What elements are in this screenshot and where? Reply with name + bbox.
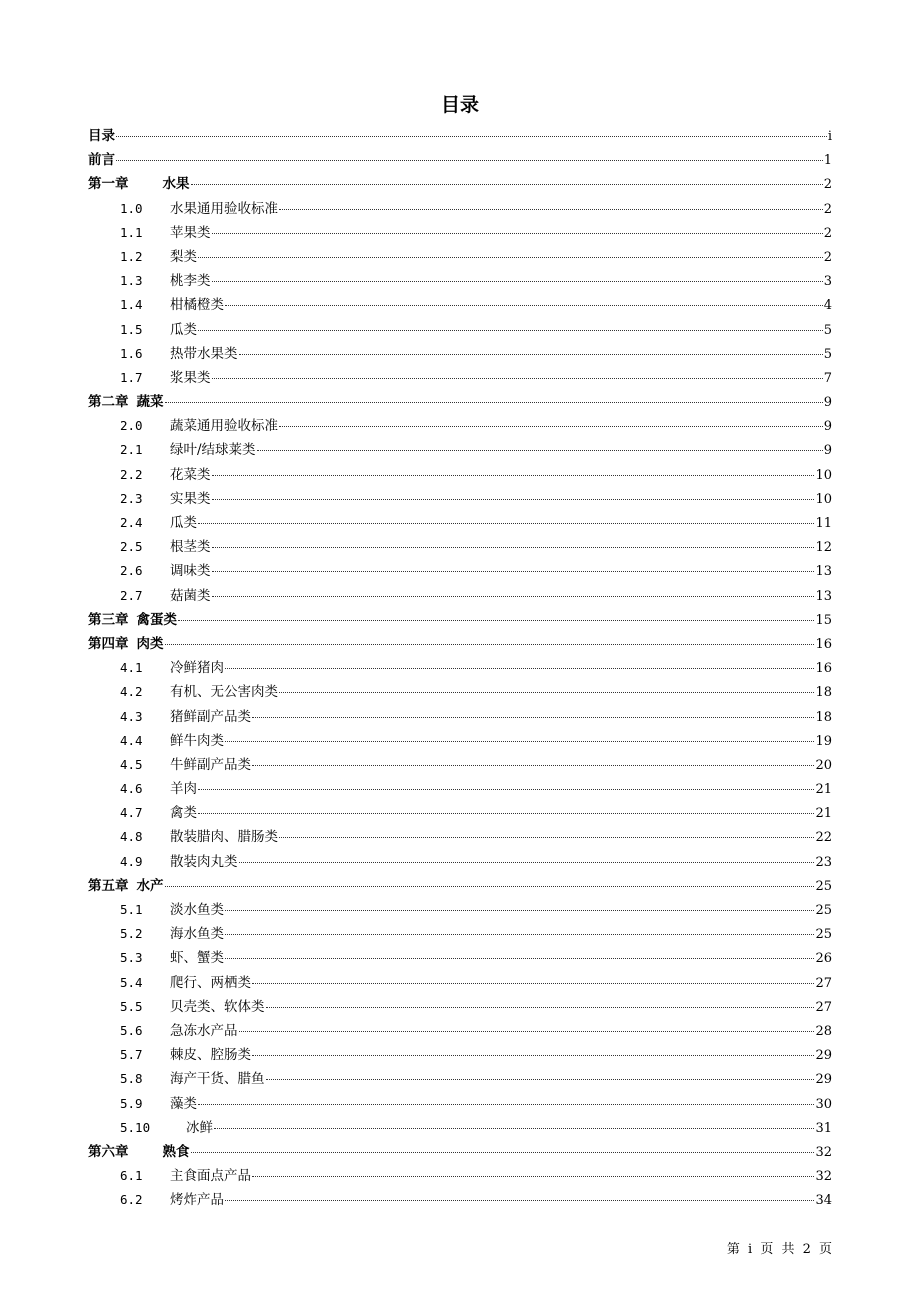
toc-entry-number: 5.3: [120, 950, 143, 966]
toc-entry[interactable]: [88, 438, 832, 462]
toc-entry[interactable]: [88, 1019, 832, 1043]
toc-entry-page: 16: [815, 661, 832, 677]
toc-entry-title: 急冻水产品: [170, 1022, 238, 1039]
toc-entry[interactable]: [88, 197, 832, 221]
toc-entry[interactable]: [88, 172, 832, 196]
toc-entry-page: 26: [815, 951, 832, 967]
toc-entry-number: 1.0: [120, 200, 143, 216]
toc-entry-title: 虾、蟹类: [170, 950, 224, 967]
toc-entry-title: 瓜类: [170, 321, 197, 338]
toc-entry-title: 花菜类: [170, 466, 211, 483]
toc-dot-leader: [116, 160, 823, 161]
toc-dot-leader: [198, 813, 814, 814]
toc-entry-number: 6.1: [120, 1168, 143, 1184]
toc-entry-title: 藻类: [170, 1095, 197, 1112]
toc-entry[interactable]: [88, 995, 832, 1019]
toc-entry-page: 4: [823, 298, 832, 314]
toc-entry-page: 20: [815, 757, 832, 773]
toc-entry[interactable]: [88, 318, 832, 342]
toc-dot-leader: [252, 1055, 814, 1056]
toc-entry-title: 目录: [88, 128, 115, 144]
toc-entry-page: 21: [815, 782, 832, 798]
toc-entry-number: 第一章: [88, 176, 129, 193]
toc-entry[interactable]: [88, 1188, 832, 1212]
toc-entry-page: 22: [815, 830, 832, 846]
toc-dot-leader: [212, 233, 823, 234]
toc-entry-number: 2.3: [120, 490, 143, 506]
toc-entry-page: 23: [815, 854, 832, 870]
toc-entry-title: 散装腊肉、腊肠类: [170, 829, 278, 846]
toc-entry-page: i: [827, 129, 832, 144]
toc-dot-leader: [279, 837, 814, 838]
toc-entry[interactable]: [88, 1164, 832, 1188]
toc-entry-title: 冰鲜: [186, 1119, 213, 1136]
toc-entry-title: 鲜牛肉类: [170, 732, 224, 749]
toc-dot-leader: [212, 499, 815, 500]
toc-entry-number: 5.5: [120, 998, 143, 1014]
toc-dot-leader: [225, 934, 814, 935]
toc-entry-number: 2.4: [120, 515, 143, 530]
toc-entry-number: 4.8: [120, 829, 143, 845]
toc-entry-page: 16: [815, 636, 832, 652]
toc-entry-number: 1.1: [120, 224, 143, 240]
toc-entry-number: 4.5: [120, 756, 143, 772]
toc-dot-leader: [165, 402, 823, 403]
toc-dot-leader: [212, 475, 815, 476]
toc-entry[interactable]: [88, 825, 832, 849]
toc-entry-number: 1.2: [120, 248, 143, 264]
toc-entry[interactable]: [88, 414, 832, 438]
toc-entry-title: 棘皮、腔肠类: [170, 1047, 251, 1064]
toc-entry-page: 29: [815, 1072, 832, 1088]
toc-entry-page: 2: [823, 225, 832, 241]
toc-entry-page: 32: [815, 1169, 832, 1185]
toc-entry[interactable]: [88, 1092, 832, 1116]
toc-entry-page: 25: [815, 878, 832, 894]
toc-dot-leader: [225, 741, 814, 742]
toc-entry-number: 5.10: [120, 1119, 151, 1135]
toc-entry-number: 第四章: [88, 635, 129, 652]
toc-entry-page: 13: [815, 588, 832, 604]
toc-entry-number: 6.2: [120, 1192, 143, 1208]
toc-entry-title: 猪鲜副产品类: [170, 708, 251, 725]
toc-dot-leader: [279, 209, 823, 210]
toc-entry-title: 肉类: [136, 635, 164, 652]
toc-entry[interactable]: [88, 293, 832, 317]
toc-entry[interactable]: [88, 680, 832, 704]
toc-entry-number: 5.2: [120, 926, 143, 942]
toc-entry[interactable]: [88, 487, 832, 511]
toc-entry-number: 第三章: [88, 611, 129, 628]
toc-dot-leader: [212, 281, 823, 282]
toc-dot-leader: [198, 257, 823, 258]
toc-entry[interactable]: [88, 1067, 832, 1091]
toc-entry-title: 主食面点产品: [170, 1168, 251, 1185]
toc-entry-number: 4.6: [120, 781, 143, 797]
toc-entry-title: 绿叶/结球莱类: [170, 442, 256, 459]
toc-entry-title: 瓜类: [170, 515, 197, 531]
toc-dot-leader: [252, 765, 814, 766]
toc-dot-leader: [214, 1128, 814, 1129]
toc-entry-page: 30: [815, 1096, 832, 1112]
toc-entry[interactable]: [88, 705, 832, 729]
toc-dot-leader: [198, 523, 814, 524]
toc-entry-page: 18: [815, 709, 832, 725]
toc-entry[interactable]: [88, 801, 832, 825]
toc-dot-leader: [165, 886, 815, 887]
toc-dot-leader: [198, 330, 823, 331]
toc-dot-leader: [212, 547, 815, 548]
toc-entry-title: 柑橘橙类: [170, 297, 224, 314]
toc-entry-title: 爬行、两栖类: [170, 974, 251, 991]
toc-entry-page: 18: [815, 685, 832, 701]
toc-entry-title: 浆果类: [170, 369, 211, 386]
toc-entry-title: 牛鲜副产品类: [170, 756, 251, 773]
toc-entry-page: 9: [823, 443, 832, 459]
toc-dot-leader: [212, 596, 815, 597]
toc-entry[interactable]: [88, 898, 832, 922]
toc-dot-leader: [225, 305, 823, 306]
toc-entry[interactable]: [88, 245, 832, 269]
toc-entry-page: 32: [815, 1144, 832, 1160]
toc-entry[interactable]: [88, 753, 832, 777]
toc-entry[interactable]: [88, 559, 832, 583]
toc-dot-leader: [266, 1079, 815, 1080]
toc-dot-leader: [279, 692, 814, 693]
toc-entry-number: 1.6: [120, 345, 143, 361]
toc-entry-number: 1.3: [120, 273, 143, 289]
toc-entry-title: 苹果类: [170, 224, 211, 241]
toc-entry[interactable]: [88, 777, 832, 801]
toc-entry-page: 19: [815, 733, 832, 749]
toc-dot-leader: [279, 426, 823, 427]
toc-entry-title: 海水鱼类: [170, 926, 224, 943]
toc-entry[interactable]: [88, 922, 832, 946]
toc-entry-number: 4.7: [120, 805, 143, 821]
toc-entry-number: 5.6: [120, 1022, 143, 1038]
toc-entry-title: 禽类: [170, 805, 197, 822]
toc-entry-number: 5.7: [120, 1047, 143, 1063]
toc-entry-page: 15: [815, 612, 832, 628]
toc-entry-number: 第二章: [88, 394, 129, 411]
toc-entry[interactable]: [88, 1116, 832, 1140]
toc-entry-number: 4.9: [120, 853, 143, 869]
toc-entry[interactable]: [88, 1140, 832, 1164]
toc-entry-page: 10: [815, 491, 832, 507]
toc-entry-title: 热带水果类: [170, 345, 238, 362]
toc-dot-leader: [252, 1176, 814, 1177]
toc-dot-leader: [116, 136, 827, 137]
toc-dot-leader: [257, 450, 823, 451]
toc-entry-number: 4.4: [120, 732, 143, 748]
toc-dot-leader: [239, 354, 823, 355]
toc-entry-number: 2.2: [120, 466, 143, 482]
page-footer: 第 i 页 共 2 页: [726, 1242, 832, 1257]
toc-entry-title: 贝壳类、软体类: [170, 998, 265, 1015]
toc-entry[interactable]: [88, 608, 832, 632]
toc-entry-number: 2.7: [120, 587, 143, 603]
toc-entry-title: 根茎类: [170, 539, 211, 556]
toc-entry-number: 1.7: [120, 369, 143, 385]
toc-dot-leader: [225, 1200, 814, 1201]
toc-entry-page: 7: [823, 370, 832, 386]
table-of-contents: [88, 124, 832, 1212]
toc-dot-leader: [198, 1104, 814, 1105]
toc-entry-title: 散装肉丸类: [170, 853, 238, 870]
toc-entry-number: 2.5: [120, 539, 143, 555]
toc-entry-page: 3: [823, 274, 832, 290]
toc-entry-title: 调味类: [170, 563, 211, 580]
toc-entry-page: 21: [815, 806, 832, 822]
toc-dot-leader: [212, 571, 815, 572]
toc-entry-number: 4.3: [120, 708, 143, 724]
toc-entry-page: 27: [815, 975, 832, 991]
toc-entry-title: 有机、无公害肉类: [170, 684, 278, 701]
page-title: 目录: [440, 94, 479, 116]
toc-dot-leader: [225, 910, 814, 911]
toc-entry-page: 2: [823, 249, 832, 265]
toc-dot-leader: [198, 789, 814, 790]
toc-entry[interactable]: [88, 511, 832, 535]
toc-entry-title: 水果: [162, 176, 190, 193]
toc-entry-title: 烤炸产品: [170, 1192, 224, 1209]
toc-entry[interactable]: [88, 971, 832, 995]
toc-entry-page: 13: [815, 564, 832, 580]
toc-entry-page: 34: [815, 1193, 832, 1209]
toc-entry[interactable]: [88, 124, 832, 148]
toc-dot-leader: [165, 644, 815, 645]
toc-dot-leader: [178, 620, 814, 621]
toc-entry-number: 5.4: [120, 974, 143, 990]
toc-entry-page: 27: [815, 999, 832, 1015]
toc-entry-title: 梨类: [170, 248, 197, 265]
toc-entry-title: 熟食: [162, 1143, 190, 1160]
toc-entry-number: 4.1: [120, 660, 143, 676]
toc-entry-page: 1: [823, 153, 832, 169]
toc-entry-number: 第六章: [88, 1143, 129, 1160]
toc-entry[interactable]: [88, 535, 832, 559]
toc-entry[interactable]: [88, 463, 832, 487]
toc-entry-page: 12: [815, 540, 832, 556]
toc-entry-title: 实果类: [170, 490, 211, 507]
toc-entry-page: 9: [823, 419, 832, 435]
toc-entry[interactable]: [88, 366, 832, 390]
toc-entry[interactable]: [88, 221, 832, 245]
toc-entry-number: 5.9: [120, 1095, 143, 1111]
toc-entry-number: 2.1: [120, 442, 143, 458]
toc-entry-number: 5.8: [120, 1071, 143, 1087]
toc-entry-title: 蔬菜: [136, 394, 164, 411]
toc-entry-page: 28: [815, 1023, 832, 1039]
toc-entry[interactable]: [88, 729, 832, 753]
toc-entry-title: 桃李类: [170, 273, 211, 290]
toc-entry-page: 5: [823, 322, 832, 338]
toc-entry-title: 菇菌类: [170, 587, 211, 604]
toc-entry-page: 2: [823, 201, 832, 217]
toc-dot-leader: [252, 717, 814, 718]
toc-dot-leader: [239, 862, 815, 863]
toc-entry-page: 2: [823, 177, 832, 193]
toc-entry-page: 29: [815, 1048, 832, 1064]
toc-entry[interactable]: [88, 874, 832, 898]
toc-entry-page: 31: [815, 1120, 832, 1136]
toc-entry-page: 10: [815, 467, 832, 483]
toc-entry-number: 1.5: [120, 321, 143, 337]
toc-entry-page: 11: [815, 516, 832, 531]
toc-dot-leader: [191, 184, 823, 185]
toc-entry-title: 禽蛋类: [136, 611, 177, 628]
toc-entry-title: 前言: [88, 152, 115, 169]
toc-entry[interactable]: [88, 1043, 832, 1067]
toc-entry[interactable]: [88, 390, 832, 414]
toc-entry-number: 2.6: [120, 563, 143, 579]
toc-entry[interactable]: [88, 342, 832, 366]
toc-entry-number: 2.0: [120, 418, 143, 434]
toc-entry[interactable]: [88, 656, 832, 680]
toc-entry[interactable]: [88, 148, 832, 172]
toc-entry-title: 羊肉: [170, 781, 197, 798]
toc-entry-page: 25: [815, 927, 832, 943]
toc-entry-page: 25: [815, 903, 832, 918]
toc-entry-number: 第五章: [88, 877, 129, 894]
toc-entry-page: 9: [823, 395, 832, 411]
toc-entry-title: 冷鲜猪肉: [170, 660, 224, 677]
toc-entry[interactable]: [88, 850, 832, 874]
toc-dot-leader: [212, 378, 823, 379]
toc-entry-title: 淡水鱼类: [170, 902, 224, 918]
toc-dot-leader: [225, 958, 814, 959]
toc-entry-title: 水产: [136, 877, 164, 894]
toc-entry-number: 1.4: [120, 297, 143, 313]
toc-dot-leader: [266, 1007, 815, 1008]
toc-dot-leader: [239, 1031, 815, 1032]
toc-entry-number: 4.2: [120, 684, 143, 700]
toc-entry-title: 海产干货、腊鱼: [170, 1071, 265, 1088]
toc-dot-leader: [252, 983, 814, 984]
toc-entry-page: 5: [823, 346, 832, 362]
toc-entry[interactable]: [88, 584, 832, 608]
toc-entry-title: 水果通用验收标准: [170, 200, 278, 217]
toc-entry[interactable]: [88, 269, 832, 293]
toc-entry[interactable]: [88, 632, 832, 656]
toc-entry-number: 5.1: [120, 902, 143, 917]
toc-dot-leader: [191, 1152, 815, 1153]
toc-entry[interactable]: [88, 946, 832, 970]
toc-dot-leader: [225, 668, 814, 669]
toc-entry-title: 蔬菜通用验收标准: [170, 418, 278, 435]
